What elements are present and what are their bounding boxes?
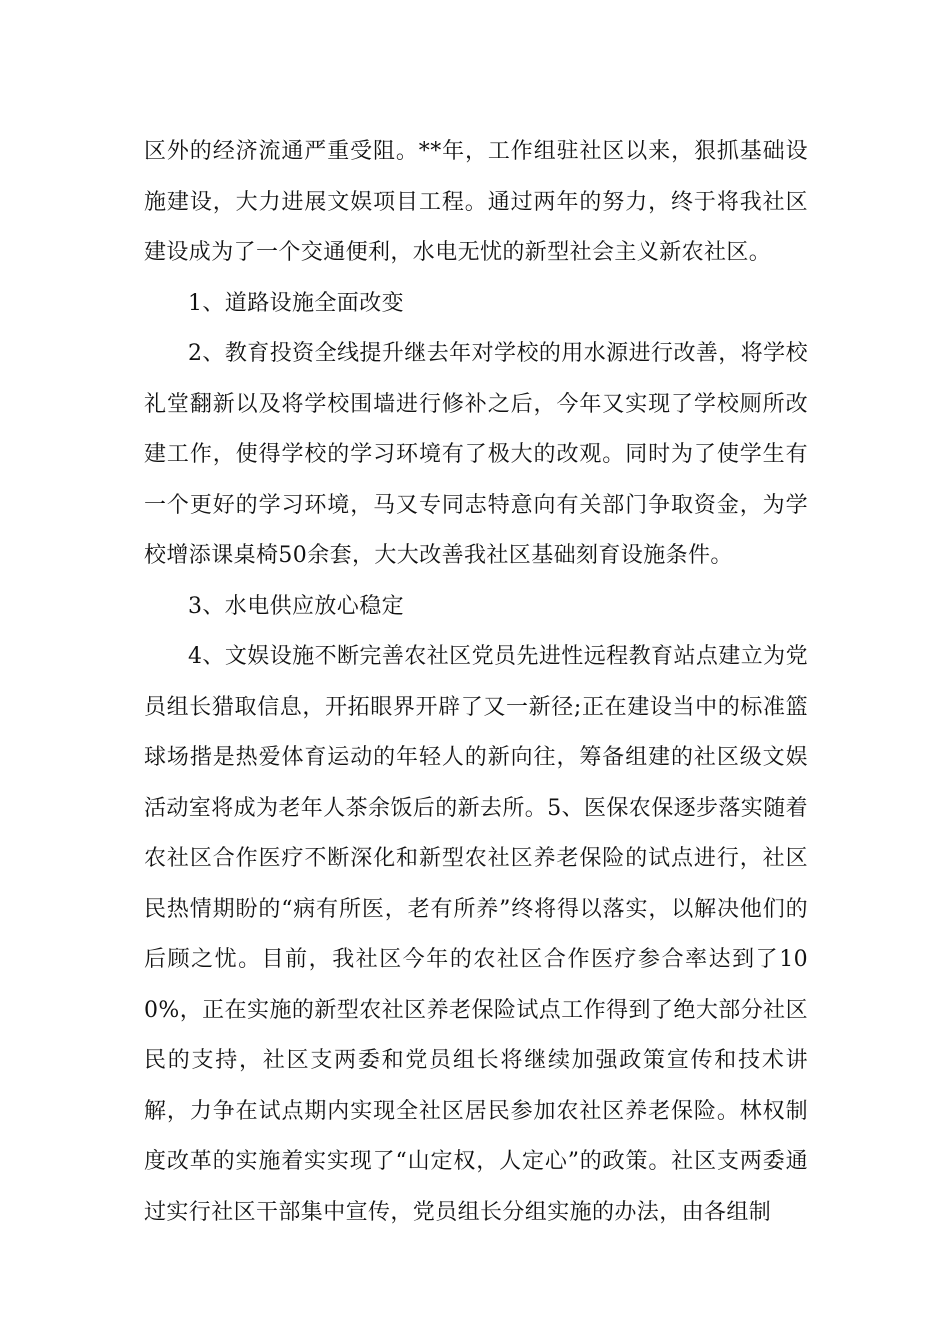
paragraph-recreation: 4、文娱设施不断完善农社区党员先进性远程教育站点建立为党员组长猎取信息，开拓眼界开辟了又一新径;正在建设当中的标准篮球场揩是热爱体育运动的年轻人的新向往，筹备组建的社区级文娱活动室将成为老年人茶余饭后的新去所。5、医保农保逐步落实随着农社区合作医疗不断深化和新型农社区养老保险的试点进行，社区民热情期盼的“病有所医，老有所养”终将得以落实，以解决他们的后顾之忧。目前，我社区今年的农社区合作医疗参合率达到了100%，正在实施的新型农社区养老保险试点工作得到了绝大部分社区民的支持，社区支两委和党员组长将继续加强政策宣传和技术讲解，力争在试点期内实现全社区居民参加农社区养老保险。林权制度改革的实施着实实现了“山定权，人定心”的政策。社区支两委通过实行社区干部集中宣传，党员组长分组实施的办法，由各组制	[144, 644, 808, 1225]
document-body	[144, 127, 808, 1238]
paragraph-roads: 1、道路设施全面改变	[188, 290, 404, 316]
paragraph-utilities: 3、水电供应放心稳定	[188, 593, 404, 619]
paragraph-intro: 区外的经济流通严重受阻。**年，工作组驻社区以来，狠抓基础设施建设，大力进展文娱项目工程。通过两年的努力，终于将我社区建设成为了一个交通便利，水电无忧的新型社会主义新农社区。	[144, 139, 808, 265]
paragraph-education: 2、教育投资全线提升继去年对学校的用水源进行改善，将学校礼堂翻新以及将学校围墙进行修补之后，今年又实现了学校厕所改建工作，使得学校的学习环境有了极大的改观。同时为了使学生有一个更好的学习环境，马又专同志特意向有关部门争取资金，为学校增添课桌椅50余套，大大改善我社区基础刻育设施条件。	[144, 341, 808, 568]
